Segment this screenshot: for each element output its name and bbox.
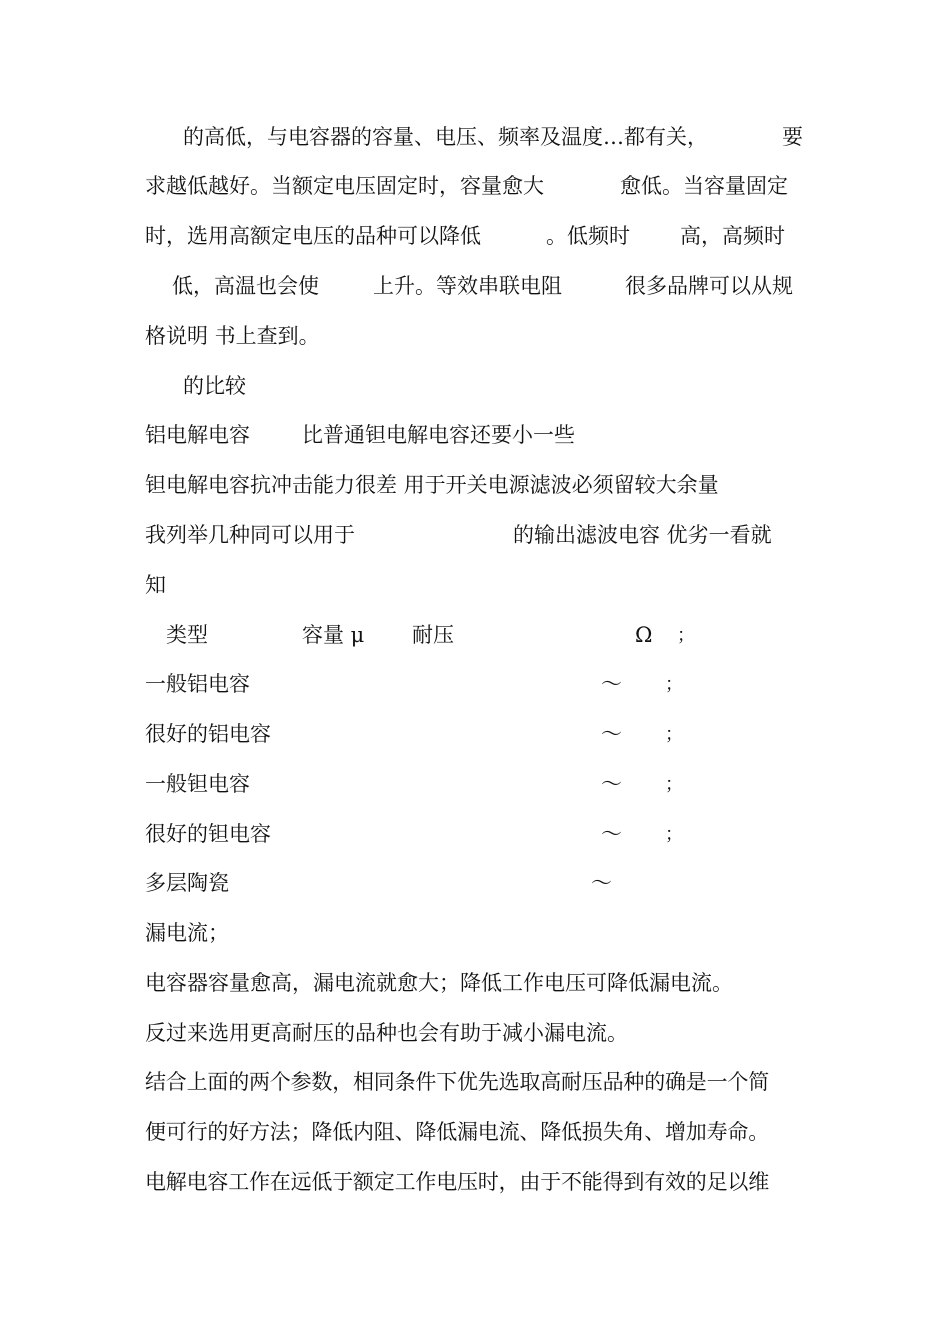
comparison-line-3-b: 的输出滤波电容 优劣一看就	[513, 523, 772, 547]
paragraph-1-line-1-b: 要	[782, 125, 803, 149]
table-row-2-name: 很好的铝电容	[145, 722, 271, 746]
section-title: 的比较	[183, 374, 246, 398]
paragraph-1-line-3-b: 。低频时	[546, 224, 630, 248]
leakage-line-2: 反过来选用更高耐压的品种也会有助于减小漏电流。	[145, 1021, 628, 1045]
table-row-1-semicolon: ；	[665, 674, 683, 695]
table-header-capacity: 容量 μ	[302, 623, 365, 647]
table-header-ohm: Ω	[635, 623, 653, 647]
paragraph-1-line-4-a: 低，高温也会使	[172, 274, 319, 298]
paragraph-1-line-3-a: 时，选用高额定电压的品种可以降低	[145, 224, 481, 248]
comparison-line-1-a: 铝电解电容	[145, 423, 250, 447]
comparison-line-4: 知	[145, 573, 166, 597]
leakage-line-3: 结合上面的两个参数，相同条件下优先选取高耐压品种的确是一个简	[145, 1070, 769, 1094]
comparison-line-3-a: 我列举几种同可以用于	[145, 523, 355, 547]
table-header-type: 类型	[166, 623, 208, 647]
paragraph-1-line-2-b: 愈低。当容量固定	[620, 174, 788, 198]
paragraph-1-line-3-c: 高，高频时	[680, 224, 785, 248]
table-row-5-name: 多层陶瓷	[145, 871, 229, 895]
paragraph-1-line-1-a: 的高低，与电容器的容量、电压、频率及温度…都有关，	[183, 125, 708, 149]
paragraph-1-line-5: 格说明 书上查到。	[145, 324, 320, 348]
table-row-3-semicolon: ；	[665, 774, 683, 795]
leakage-line-1: 电容器容量愈高，漏电流就愈大；降低工作电压可降低漏电流。	[145, 971, 733, 995]
table-row-1-name: 一般铝电容	[145, 672, 250, 696]
table-row-1-tilde: ～	[601, 672, 622, 696]
paragraph-1-line-4-c: 很多品牌可以从规	[625, 274, 793, 298]
table-row-4-name: 很好的钽电容	[145, 822, 271, 846]
table-row-5-tilde: ～	[591, 871, 612, 895]
table-header-semicolon: ；	[677, 625, 695, 646]
table-row-2-semicolon: ；	[665, 724, 683, 745]
leakage-line-4: 便可行的好方法；降低内阻、降低漏电流、降低损失角、增加寿命。	[145, 1120, 769, 1144]
leakage-line-5: 电解电容工作在远低于额定工作电压时，由于不能得到有效的足以维	[145, 1170, 769, 1194]
leakage-title: 漏电流；	[145, 921, 229, 945]
comparison-line-2: 钽电解电容抗冲击能力很差 用于开关电源滤波必须留较大余量	[145, 473, 719, 497]
paragraph-1-line-4-b: 上升。等效串联电阻	[373, 274, 562, 298]
table-row-3-name: 一般钽电容	[145, 772, 250, 796]
table-row-4-tilde: ～	[601, 822, 622, 846]
comparison-line-1-b: 比普通钽电解电容还要小一些	[302, 423, 575, 447]
table-row-2-tilde: ～	[601, 722, 622, 746]
table-row-4-semicolon: ；	[665, 824, 683, 845]
table-header-voltage: 耐压	[412, 623, 454, 647]
table-row-3-tilde: ～	[601, 772, 622, 796]
paragraph-1-line-2-a: 求越低越好。当额定电压固定时，容量愈大	[145, 174, 544, 198]
